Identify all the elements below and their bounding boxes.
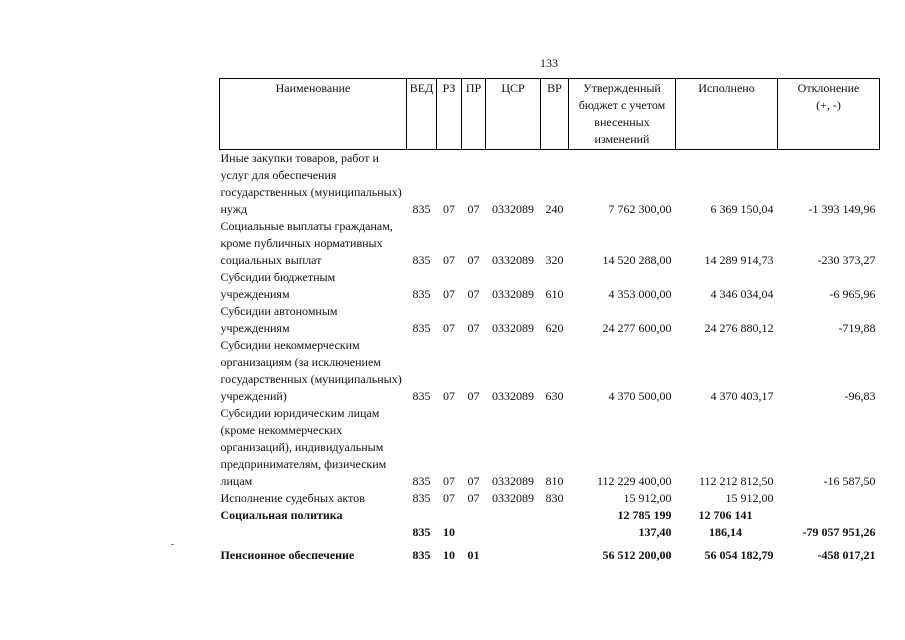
row-ved: 835 bbox=[412, 491, 431, 505]
section-pr bbox=[462, 507, 486, 541]
section-approved bbox=[569, 507, 676, 541]
row-ved: 835 bbox=[412, 474, 431, 488]
row-csr: 0332089 bbox=[492, 491, 534, 505]
row-pr: 07 bbox=[467, 474, 480, 488]
row-ved: 835 bbox=[412, 202, 431, 216]
section-rz: 10 bbox=[443, 525, 455, 539]
table-row bbox=[220, 337, 880, 405]
table-row bbox=[220, 218, 880, 269]
row-deviation: -719,88 bbox=[838, 321, 876, 335]
row-executed: 4 346 034,04 bbox=[710, 287, 774, 301]
row-csr: 0332089 bbox=[492, 474, 534, 488]
row-approved: 4 370 500,00 bbox=[608, 389, 672, 403]
section-name: Пенсионное обеспечение bbox=[220, 548, 355, 562]
section-ved: 835 bbox=[412, 525, 431, 539]
row-deviation: -230 373,27 bbox=[817, 253, 876, 267]
section-vr bbox=[541, 541, 569, 564]
row-executed: 24 276 880,12 bbox=[704, 321, 774, 335]
row-csr: 0332089 bbox=[492, 202, 534, 216]
table-row bbox=[220, 303, 880, 337]
row-deviation: -1 393 149,96 bbox=[808, 202, 876, 216]
row-approved: 7 762 300,00 bbox=[608, 202, 672, 216]
row-rz: 07 bbox=[443, 253, 455, 267]
row-pr: 07 bbox=[467, 253, 480, 267]
row-vr: 630 bbox=[545, 389, 564, 403]
row-name: Субсидии автономным учреждениям bbox=[220, 304, 338, 335]
row-name: Иные закупки товаров, работ и услуг для обеспечения государственных (муниципальных) нужд bbox=[220, 151, 402, 216]
row-name: Социальные выплаты гражданам, кроме публичных нормативных социальных выплат bbox=[220, 219, 393, 267]
row-pr: 07 bbox=[467, 491, 480, 505]
section-ved: 835 bbox=[412, 548, 431, 562]
table-row bbox=[220, 150, 880, 219]
row-vr: 810 bbox=[545, 474, 564, 488]
row-executed: 15 912,00 bbox=[725, 491, 774, 505]
page-number: 133 bbox=[540, 56, 558, 70]
section-pr: 01 bbox=[467, 548, 480, 562]
header-pr: ПР bbox=[462, 79, 486, 150]
table-row bbox=[220, 269, 880, 303]
row-rz: 07 bbox=[443, 389, 455, 403]
section-executed-line1: 12 706 141 bbox=[698, 508, 753, 522]
row-rz: 07 bbox=[443, 202, 455, 216]
section-rz: 10 bbox=[443, 548, 455, 562]
section-deviation: -458 017,21 bbox=[817, 548, 876, 562]
row-csr: 0332089 bbox=[492, 253, 534, 267]
row-executed: 14 289 914,73 bbox=[704, 253, 774, 267]
row-rz: 07 bbox=[443, 287, 455, 301]
row-rz: 07 bbox=[443, 474, 455, 488]
row-approved: 15 912,00 bbox=[623, 491, 672, 505]
row-approved: 4 353 000,00 bbox=[608, 287, 672, 301]
row-executed: 4 370 403,17 bbox=[710, 389, 774, 403]
row-vr: 240 bbox=[545, 202, 564, 216]
stray-mark bbox=[171, 544, 174, 545]
header-csr: ЦСР bbox=[486, 79, 541, 150]
section-executed bbox=[676, 507, 778, 541]
header-deviation: Отклонение (+, -) bbox=[778, 79, 880, 150]
section-approved-line1: 12 785 199 bbox=[617, 508, 672, 522]
row-vr: 830 bbox=[545, 491, 564, 505]
row-name: Субсидии некоммерческим организациям (за исключением государственных (муниципальных) учреждений) bbox=[220, 338, 402, 403]
table-row bbox=[220, 405, 880, 490]
row-deviation: -6 965,96 bbox=[829, 287, 876, 301]
section-vr bbox=[541, 507, 569, 541]
header-executed: Исполнено bbox=[676, 79, 778, 150]
header-approved: Утвержденный бюджет с учетом внесенных изменений bbox=[569, 79, 676, 150]
row-name: Субсидии юридическим лицам (кроме некоммерческих организаций), индивидуальным предпринимателям, физическим лицам bbox=[220, 406, 387, 488]
row-csr: 0332089 bbox=[492, 287, 534, 301]
row-approved: 112 229 400,00 bbox=[596, 474, 672, 488]
row-ved: 835 bbox=[412, 321, 431, 335]
row-ved: 835 bbox=[412, 287, 431, 301]
row-deviation bbox=[778, 490, 880, 507]
row-deviation: -16 587,50 bbox=[823, 474, 876, 488]
row-pr: 07 bbox=[467, 287, 480, 301]
header-vr: ВР bbox=[541, 79, 569, 150]
section-row-social-policy bbox=[220, 507, 880, 541]
section-deviation: -79 057 951,26 bbox=[802, 525, 876, 539]
row-vr: 620 bbox=[545, 321, 564, 335]
row-executed: 112 212 812,50 bbox=[698, 474, 774, 488]
row-vr: 610 bbox=[545, 287, 564, 301]
row-rz: 07 bbox=[443, 321, 455, 335]
section-approved-line2: 137,40 bbox=[638, 525, 672, 539]
row-executed: 6 369 150,04 bbox=[710, 202, 774, 216]
row-pr: 07 bbox=[467, 321, 480, 335]
row-deviation: -96,83 bbox=[844, 389, 876, 403]
section-executed: 56 054 182,79 bbox=[704, 548, 774, 562]
header-rz: РЗ bbox=[437, 79, 462, 150]
row-name: Исполнение судебных актов bbox=[220, 491, 365, 505]
row-csr: 0332089 bbox=[492, 389, 534, 403]
header-ved: ВЕД bbox=[407, 79, 437, 150]
row-approved: 14 520 288,00 bbox=[602, 253, 672, 267]
budget-execution-table bbox=[219, 78, 880, 564]
row-rz: 07 bbox=[443, 491, 455, 505]
row-csr: 0332089 bbox=[492, 321, 534, 335]
section-name: Социальная политика bbox=[220, 508, 343, 522]
row-pr: 07 bbox=[467, 202, 480, 216]
header-row bbox=[220, 79, 880, 150]
row-pr: 07 bbox=[467, 389, 480, 403]
section-approved: 56 512 200,00 bbox=[602, 548, 672, 562]
row-name: Субсидии бюджетным учреждениям bbox=[220, 270, 336, 301]
section-executed-line2: 186,14 bbox=[709, 525, 742, 539]
section-row-pension bbox=[220, 541, 880, 564]
row-ved: 835 bbox=[412, 389, 431, 403]
table-row bbox=[220, 490, 880, 507]
row-ved: 835 bbox=[412, 253, 431, 267]
header-name: Наименование bbox=[220, 79, 407, 150]
section-csr bbox=[486, 541, 541, 564]
row-approved: 24 277 600,00 bbox=[602, 321, 672, 335]
section-csr bbox=[486, 507, 541, 541]
row-vr: 320 bbox=[545, 253, 564, 267]
